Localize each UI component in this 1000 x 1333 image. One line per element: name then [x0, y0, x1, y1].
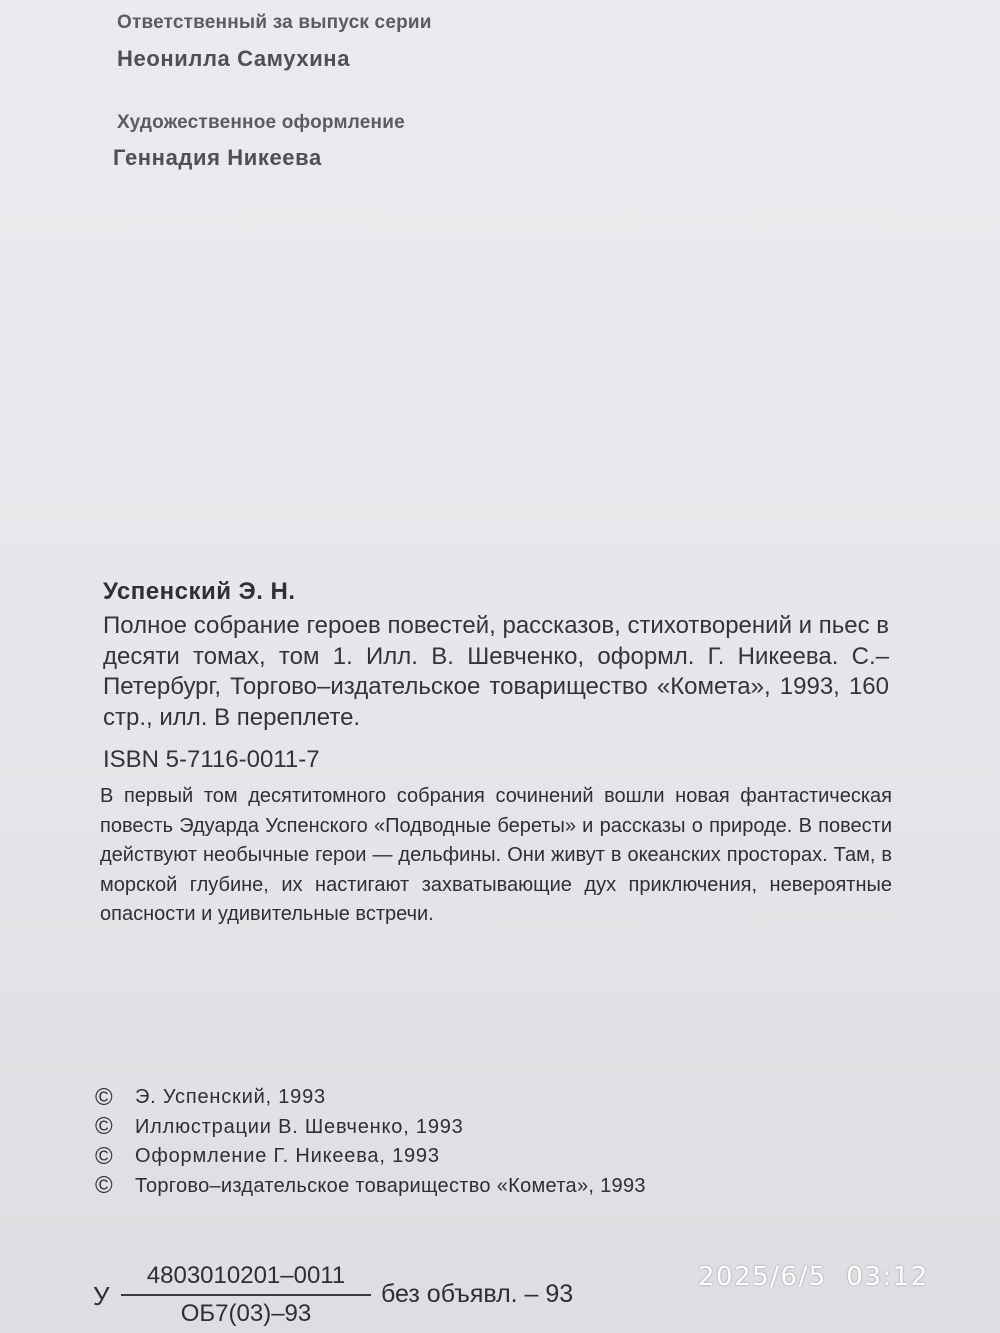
copyright-line	[95, 1113, 646, 1143]
series-editor-label: Ответственный за выпуск серии	[117, 12, 432, 33]
isbn-number: ISBN 5-7116-0011-7	[103, 746, 320, 773]
copyright-icon: ©	[95, 1113, 113, 1141]
book-annotation: В первый том десятитомного собрания сочинений вошли новая фантастическая повесть Эдуарда Успенского «Подводные береты» и рассказы о природе. В повести действуют необычные герои — дельфины. Они живут в океанских просторах. Там, в морской глубине, их настигают захватывающие дух приключения, невероятные опасности и удивительные встречи.	[100, 785, 892, 925]
copyright-list	[95, 1083, 646, 1201]
fraction-divider	[121, 1294, 371, 1296]
copyright-line	[95, 1083, 646, 1113]
copyright-icon: ©	[95, 1172, 113, 1200]
copyright-line	[95, 1142, 646, 1172]
copyright-text: Иллюстрации В. Шевченко, 1993	[135, 1115, 464, 1138]
copyright-icon: ©	[95, 1083, 113, 1111]
catalog-numerator: 4803010201–0011	[146, 1262, 346, 1289]
copyright-icon: ©	[95, 1142, 113, 1170]
catalog-fraction	[121, 1260, 371, 1330]
photo-timestamp: 2025/6/5 03:12	[698, 1262, 929, 1292]
copyright-text: Торгово–издательское товарищество «Комета», 1993	[135, 1174, 646, 1197]
art-design-label: Художественное оформление	[117, 112, 405, 133]
art-designer-name: Геннадия Никеева	[113, 145, 322, 170]
copyright-text: Э. Успенский, 1993	[135, 1086, 326, 1109]
copyright-line	[95, 1172, 646, 1202]
author-heading: Успенский Э. Н.	[103, 578, 296, 605]
catalog-prefix: У	[93, 1281, 110, 1311]
catalog-suffix: без объявл. – 93	[381, 1280, 574, 1308]
catalog-denominator: ОБ7(03)–93	[180, 1300, 312, 1327]
copyright-text: Оформление Г. Никеева, 1993	[135, 1145, 440, 1168]
series-editor-name: Неонилла Самухина	[117, 46, 351, 71]
bibliographic-description: Полное собрание героев повестей, рассказов, стихотворений и пьес в десяти томах, том 1. Илл. В. Шевченко, оформл. Г. Никеева. С.–Петербург, Торгово–издательское товарищество «Комета», 1993, 160 стр., илл. В переплете.	[103, 612, 889, 731]
